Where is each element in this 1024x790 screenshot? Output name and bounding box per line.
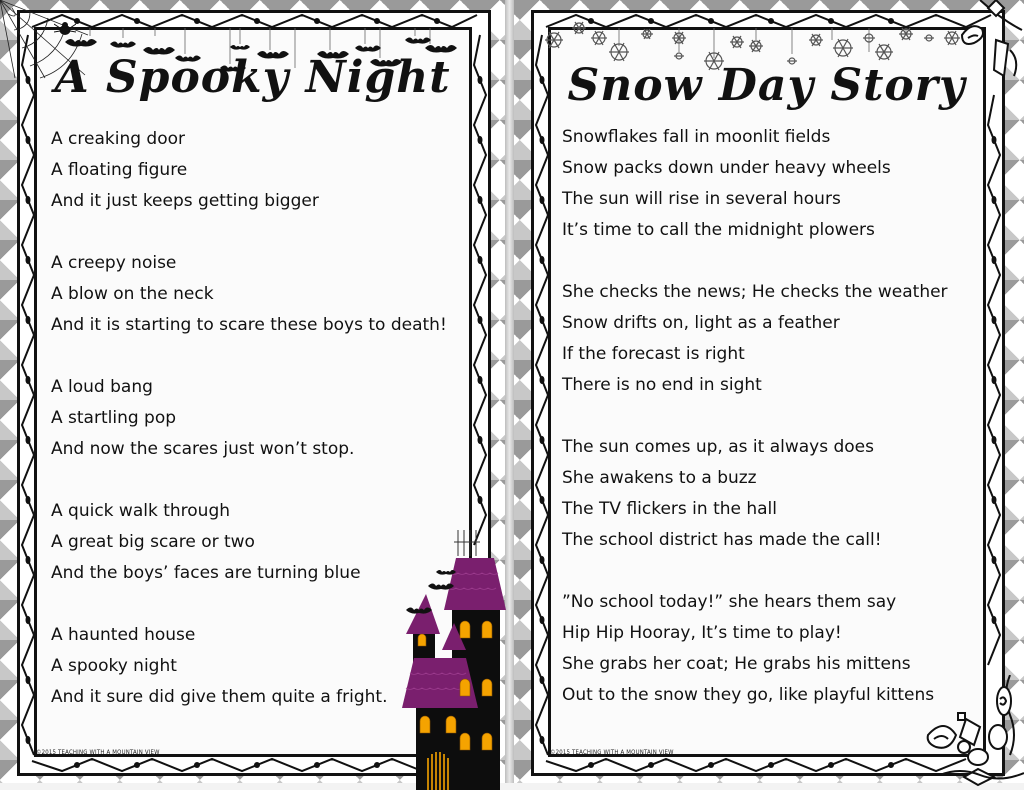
poem-line: And now the scares just won’t stop. <box>51 439 355 459</box>
poem-line: A floating figure <box>51 160 188 180</box>
poem-line: A spooky night <box>51 656 177 676</box>
poem-line: A startling pop <box>51 408 177 428</box>
stanza <box>562 432 948 556</box>
haunted-house-illustration <box>398 528 510 790</box>
right-page-title: Snow Day Story <box>567 60 966 111</box>
poem-line: A great big scare or two <box>51 532 255 552</box>
stanza <box>51 620 447 713</box>
poem-line: There is no end in sight <box>562 375 762 395</box>
poem-line: The sun comes up, as it always does <box>562 437 874 457</box>
poem-line: Snow packs down under heavy wheels <box>562 158 891 178</box>
stanza <box>562 122 948 246</box>
left-page <box>0 0 505 783</box>
right-poem <box>562 122 948 711</box>
poem-line: It’s time to call the midnight plowers <box>562 220 875 240</box>
stanza <box>51 124 447 217</box>
poem-line: And it just keeps getting bigger <box>51 191 319 211</box>
poem-line: And it is starting to scare these boys to death! <box>51 315 447 335</box>
stanza <box>51 372 447 465</box>
poem-line: The sun will rise in several hours <box>562 189 841 209</box>
poem-line: If the forecast is right <box>562 344 745 364</box>
poem-line: A loud bang <box>51 377 153 397</box>
poem-line: Snowflakes fall in moonlit fields <box>562 127 831 147</box>
left-poem <box>51 124 447 713</box>
right-copyright: ©2015 TEACHING WITH A MOUNTAIN VIEW <box>550 749 674 756</box>
poem-line: And it sure did give them quite a fright. <box>51 687 388 707</box>
poem-line: Out to the snow they go, like playful kittens <box>562 685 935 705</box>
stanza <box>51 496 447 589</box>
stanza <box>562 587 948 711</box>
poem-line: A blow on the neck <box>51 284 214 304</box>
poem-line: A creaking door <box>51 129 185 149</box>
poem-line: A haunted house <box>51 625 196 645</box>
poem-line: She checks the news; He checks the weather <box>562 282 948 302</box>
poem-line: The TV flickers in the hall <box>562 499 778 519</box>
left-page-title: A Spooky Night <box>54 52 451 103</box>
poem-line: And the boys’ faces are turning blue <box>51 563 361 583</box>
stanza <box>51 248 447 341</box>
bottom-edge <box>0 783 1024 790</box>
poem-line: ”No school today!” she hears them say <box>562 592 897 612</box>
poem-line: A creepy noise <box>51 253 177 273</box>
poem-line: She grabs her coat; He grabs his mittens <box>562 654 911 674</box>
poem-line: A quick walk through <box>51 501 231 521</box>
poem-line: Hip Hip Hooray, It’s time to play! <box>562 623 842 643</box>
poem-line: She awakens to a buzz <box>562 468 757 488</box>
right-page <box>514 0 1024 783</box>
left-copyright: ©2015 TEACHING WITH A MOUNTAIN VIEW <box>36 749 160 756</box>
poem-line: The school district has made the call! <box>562 530 882 550</box>
stanza <box>562 277 948 401</box>
poem-line: Snow drifts on, light as a feather <box>562 313 840 333</box>
